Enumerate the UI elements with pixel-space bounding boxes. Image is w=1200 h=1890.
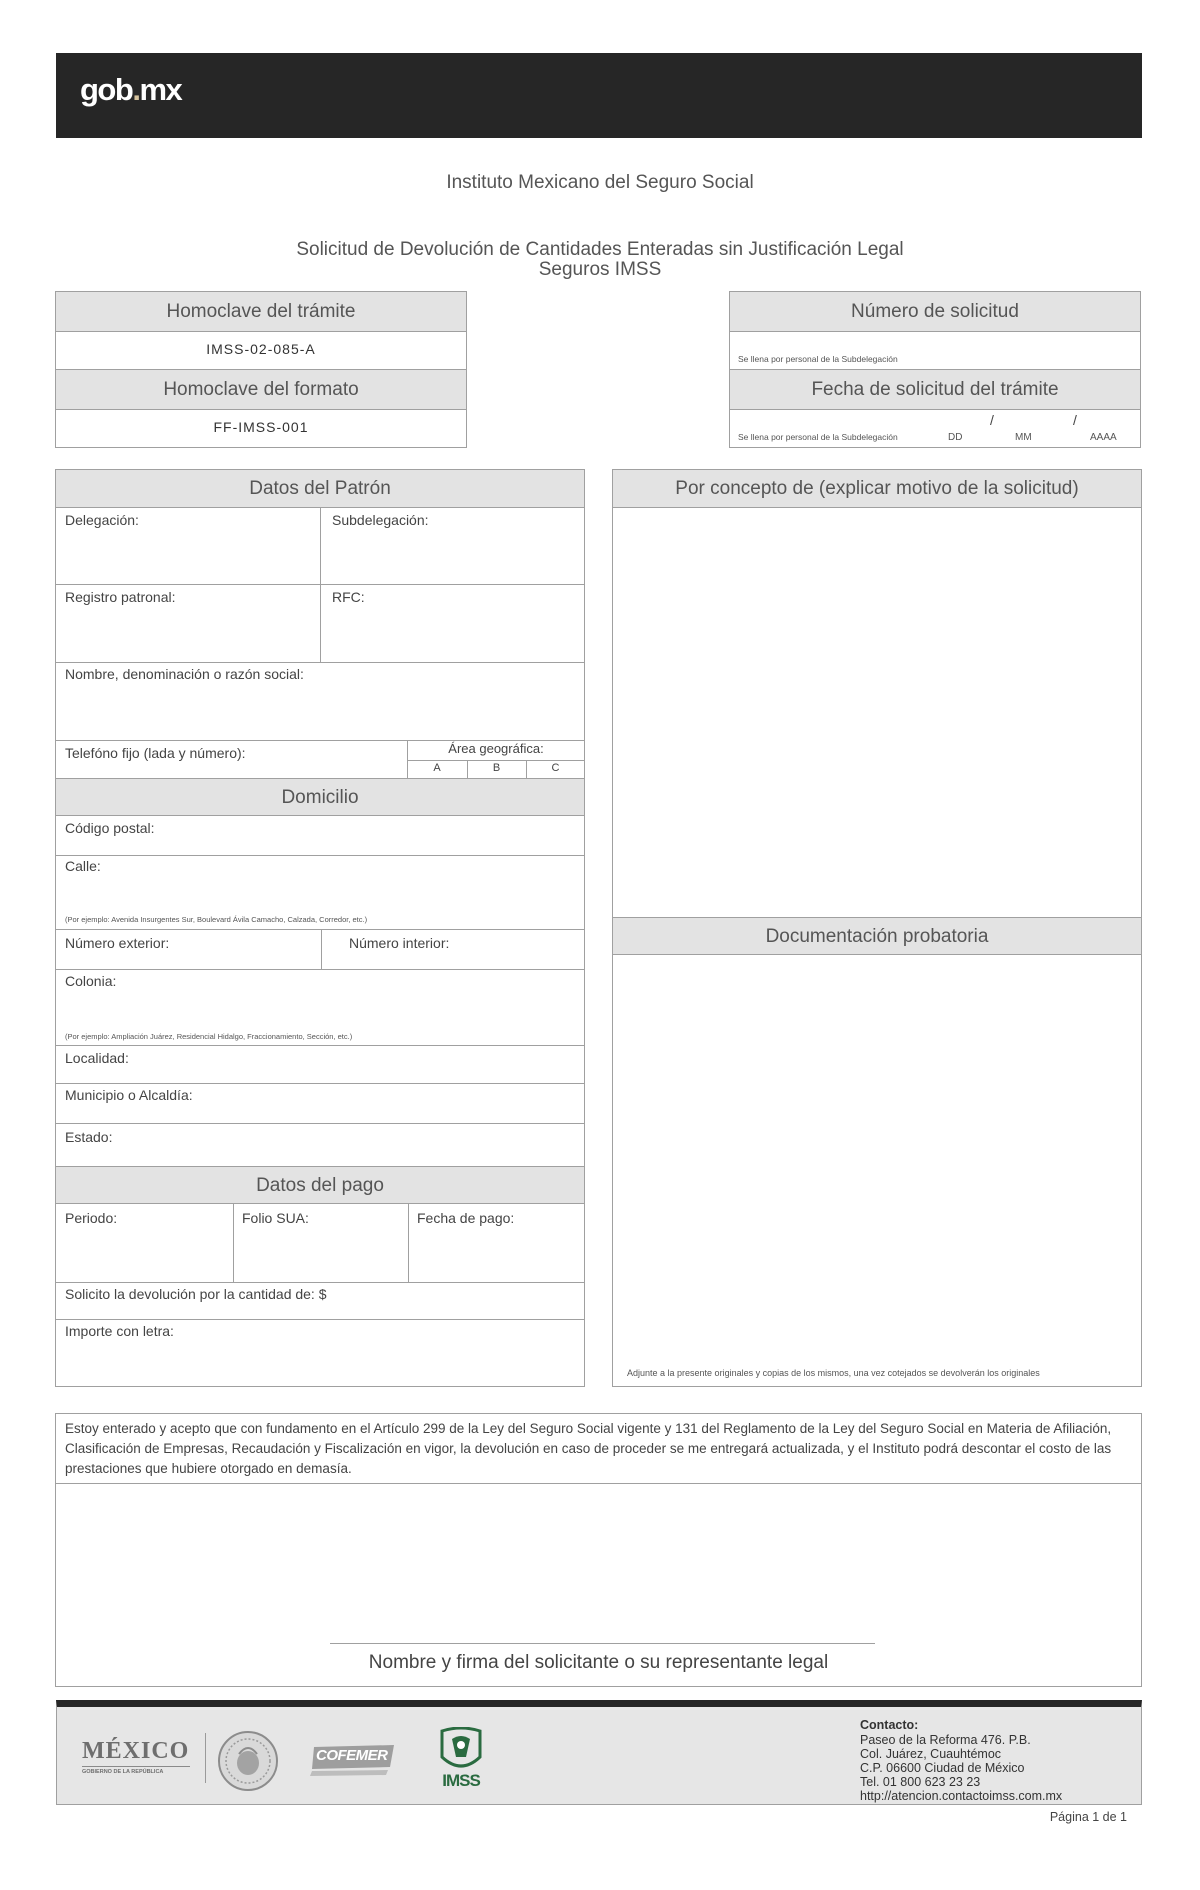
area-option-b[interactable]: B [492,762,501,774]
estado-field[interactable]: Estado: [65,1129,113,1145]
top-brand-bar [56,53,1142,138]
firma-label: Nombre y firma del solicitante o su representante legal [368,1652,829,1673]
area-option-c[interactable]: C [551,762,560,774]
mexico-logo-sub: GOBIERNO DE LA REPÚBLICA [82,1769,164,1775]
fecha-aaaa: AAAA [1090,432,1117,443]
mexico-logo: MÉXICO [82,1738,190,1764]
currency-symbol: $ [318,1286,327,1302]
page-number: Página 1 de 1 [1049,1810,1127,1824]
cantidad-devolucion-label: Solicito la devolución por la cantidad de: [65,1286,315,1302]
contacto-website-link[interactable]: http://atencion.contactoimss.com.mx [860,1789,1063,1803]
folio-sua-field[interactable]: Folio SUA: [242,1210,309,1226]
domicilio-header: Domicilio [56,778,584,816]
fecha-sep-2: / [1073,412,1077,428]
documentacion-header: Documentación probatoria [613,917,1141,955]
importe-letra-field[interactable]: Importe con letra: [65,1323,174,1339]
homoclave-formato-header: Homoclave del formato [56,370,466,410]
solicitud-box [729,291,1141,448]
fecha-mm: MM [1015,432,1032,443]
brand-name-b: mx [139,72,182,107]
gob-mx-logo [80,72,181,108]
contacto-line-3: C.P. 06600 Ciudad de México [860,1761,1025,1775]
subdelegacion-field[interactable]: Subdelegación: [332,512,429,528]
national-seal-icon [217,1730,279,1792]
area-geografica-label: Área geográfica: [448,741,544,756]
delegacion-field[interactable]: Delegación: [65,512,139,528]
fecha-sep-1: / [990,412,994,428]
mexico-logo-rule [82,1766,190,1767]
codigo-postal-field[interactable]: Código postal: [65,820,155,836]
calle-hint: (Por ejemplo: Avenida Insurgentes Sur, Boulevard Ávila Camacho, Calzada, Corredor, etc.) [65,915,368,924]
telefono-field[interactable]: Telefóno fijo (lada y número): [65,745,246,761]
homoclave-formato-value: FF-IMSS-001 [213,419,309,435]
numero-solicitud-header: Número de solicitud [730,292,1140,332]
form-subtitle: Seguros IMSS [538,259,662,280]
por-concepto-area[interactable] [613,509,1141,916]
rfc-field[interactable]: RFC: [332,589,365,605]
homoclave-box [55,291,467,448]
area-option-a[interactable]: A [433,762,441,774]
fecha-dd: DD [948,432,963,443]
contacto-line-4: Tel. 01 800 623 23 23 [860,1775,981,1789]
institute-title: Instituto Mexicano del Seguro Social [446,172,754,193]
periodo-field[interactable]: Periodo: [65,1210,118,1226]
homoclave-tramite-header: Homoclave del trámite [56,292,466,332]
declaracion-text: Estoy enterado y acepto que con fundamento en el Artículo 299 de la Ley del Seguro Social vigente y 131 del Reglamento de la Ley del Seguro Social en Materia de Afiliación, Clasificación de Empresas, Recaudación y Fiscalización en vigor, la devolución en caso de proceder se me entregará actualizada, y el Instituto podrá descontar el costo de las prestaciones que hubiere otorgado en demasía. [65,1421,1112,1476]
fecha-pago-field[interactable]: Fecha de pago: [417,1210,515,1226]
municipio-field[interactable]: Municipio o Alcaldía: [65,1087,193,1103]
localidad-field[interactable]: Localidad: [65,1050,129,1066]
contacto-line-1: Paseo de la Reforma 476. P.B. [860,1733,1031,1747]
homoclave-tramite-value: IMSS-02-085-A [206,341,316,357]
concepto-section [612,469,1142,1387]
cantidad-devolucion-field[interactable] [65,1286,327,1302]
documentacion-area[interactable] [613,956,1141,1356]
cofemer-logo [310,1741,398,1777]
registro-patronal-field[interactable]: Registro patronal: [65,589,176,605]
colonia-hint: (Por ejemplo: Ampliación Juárez, Residencial Hidalgo, Fraccionamiento, Sección, etc.) [65,1032,353,1041]
numero-exterior-field[interactable]: Número exterior: [65,935,170,951]
declaracion-section [55,1413,1142,1687]
datos-patron-header: Datos del Patrón [56,470,584,508]
numero-solicitud-note: Se llena por personal de la Subdelegación [738,354,898,364]
calle-field[interactable]: Calle: [65,858,101,874]
por-concepto-header: Por concepto de (explicar motivo de la solicitud) [613,470,1141,508]
nombre-razon-social-field[interactable]: Nombre, denominación o razón social: [65,666,304,682]
fecha-solicitud-header: Fecha de solicitud del trámite [730,370,1140,410]
datos-patron-section [55,469,585,1387]
contacto-line-2: Col. Juárez, Cuauhtémoc [860,1747,1002,1761]
imss-logo-text: IMSS [442,1771,480,1790]
imss-logo [436,1727,486,1791]
signature-line[interactable] [330,1643,875,1644]
datos-pago-header: Datos del pago [56,1166,584,1204]
colonia-field[interactable]: Colonia: [65,973,117,989]
brand-name-a: gob [80,72,133,107]
numero-interior-field[interactable]: Número interior: [349,935,450,951]
form-title: Solicitud de Devolución de Cantidades Enteradas sin Justificación Legal [296,239,904,260]
cofemer-logo-text: COFEMER [316,1747,388,1764]
documentacion-note: Adjunte a la presente originales y copias de los mismos, una vez cotejados se devolverán los originales [627,1368,1040,1378]
logo-divider [205,1733,206,1783]
brand-dot: . [132,72,140,107]
fecha-solicitud-note: Se llena por personal de la Subdelegación [738,432,898,442]
contacto-title: Contacto: [860,1718,919,1732]
